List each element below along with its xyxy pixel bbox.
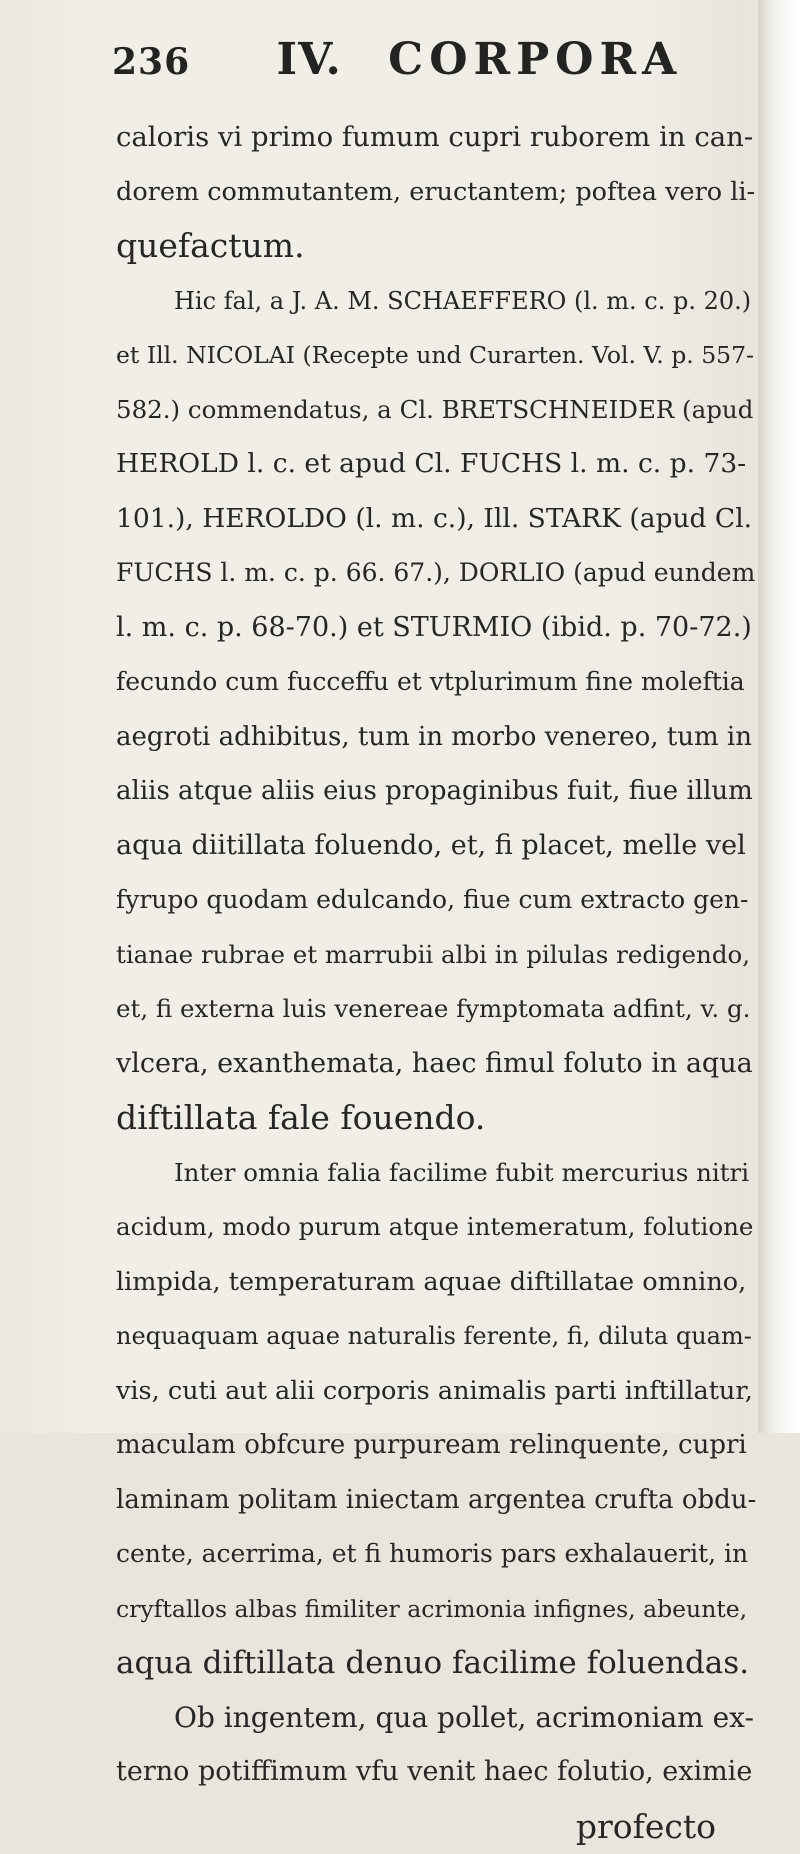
page-gutter [758,0,800,1433]
body-text [116,110,756,1854]
text-line: vis, cuti aut alii corporis animalis parti inftillatur, [116,1364,756,1419]
text-line: et, fi externa luis venereae fymptomata adfint, v. g. [116,982,756,1037]
text-line: cente, acerrima, et fi humoris pars exhalauerit, in [116,1527,756,1582]
text-line: limpida, temperaturam aquae diftillatae omnino, [116,1255,756,1310]
text-line: aqua diftillata denuo facilime foluendas. [116,1636,756,1691]
text-line: aliis atque aliis eius propaginibus fuit, fiue illum [116,764,756,819]
paragraph-start-line: Ob ingentem, qua pollet, acrimoniam ex- [116,1691,756,1746]
text-line: terno potiffimum vfu venit haec folutio, eximie [116,1745,756,1800]
paragraph-start-line: Hic fal, a J. A. M. SCHAEFFERO (l. m. c. p. 20.) [116,274,756,329]
text-line: 582.) commendatus, a Cl. BRETSCHNEIDER (apud [116,383,756,438]
page-number: 236 [112,41,190,83]
text-line: quefactum. [116,219,756,274]
text-line: laminam politam iniectam argentea crufta obdu- [116,1473,756,1528]
text-line: cryftallos albas fimiliter acrimonia infignes, abeunte, [116,1582,756,1637]
text-line: acidum, modo purum atque intemeratum, folutione [116,1200,756,1255]
text-line: aegroti adhibitus, tum in morbo venereo, tum in [116,710,756,765]
text-line: aqua diitillata foluendo, et, fi placet, melle vel [116,819,756,874]
text-line: maculam obfcure purpuream relinquente, cupri [116,1418,756,1473]
running-title: CORPORA [388,34,682,85]
text-line: l. m. c. p. 68-70.) et STURMIO (ibid. p. 70-72.) [116,601,756,656]
text-line: HEROLD l. c. et apud Cl. FUCHS l. m. c. p. 73- [116,437,756,492]
text-line: 101.), HEROLDO (l. m. c.), Ill. STARK (apud Cl. [116,492,756,547]
text-line: diftillata fale fouendo. [116,1091,756,1146]
text-line: fyrupo quodam edulcando, fiue cum extracto gen- [116,873,756,928]
catchword: profecto [116,1800,756,1854]
text-line: fecundo cum fucceffu et vtplurimum fine moleftia [116,655,756,710]
text-line: vlcera, exanthemata, haec fimul foluto in aqua [116,1037,756,1092]
text-line: dorem commutantem, eructantem; poftea vero li- [116,165,756,220]
section-number: IV. [276,34,341,85]
paragraph-start-line: Inter omnia falia facilime fubit mercurius nitri [116,1146,756,1201]
text-line: caloris vi primo fumum cupri ruborem in can- [116,110,756,165]
text-line: nequaquam aquae naturalis ferente, fi, diluta quam- [116,1309,756,1364]
text-line: FUCHS l. m. c. p. 66. 67.), DORLIO (apud eundem [116,546,756,601]
text-line: tianae rubrae et marrubii albi in pilulas redigendo, [116,928,756,983]
text-line: et Ill. NICOLAI (Recepte und Curarten. Vol. V. p. 557- [116,328,756,383]
running-header [112,34,682,85]
